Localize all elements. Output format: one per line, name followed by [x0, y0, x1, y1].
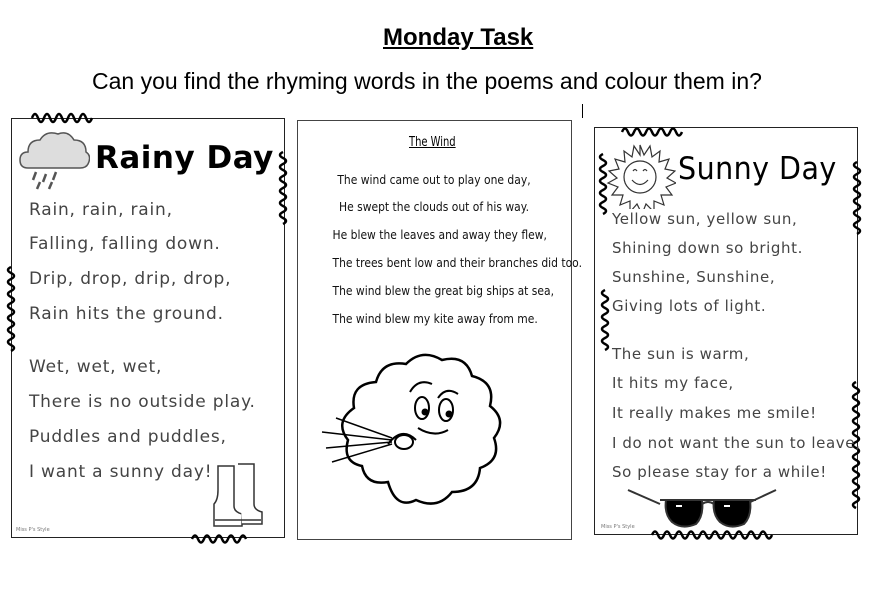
sunny-line-8: I do not want the sun to leave, [612, 434, 861, 452]
wind-poem-title: The Wind [409, 135, 456, 150]
wind-line-4: The trees bent low and their branches did too. [332, 255, 582, 270]
rainy-line-1: Rain, rain, rain, [29, 200, 173, 220]
squiggle-right-icon [276, 150, 290, 230]
squiggle-left-sunny-lower-icon [598, 288, 612, 358]
sunny-line-9: So please stay for a while! [612, 463, 827, 481]
page-title: Monday Task [383, 24, 534, 51]
rain-cloud-icon [18, 130, 90, 192]
squiggle-left-icon [4, 265, 18, 355]
wind-line-5: The wind blew the great big ships at sea, [332, 283, 555, 298]
rainy-day-heading: Rainy Day [95, 140, 274, 176]
wind-line-2: He swept the clouds out of his way. [338, 199, 530, 214]
sun-face-icon [604, 143, 676, 209]
squiggle-right-sunny-icon [850, 160, 864, 240]
sunglasses-icon [622, 484, 782, 532]
squiggle-top-right-icon [620, 124, 690, 138]
instruction-text: Can you find the rhyming words in the poems and colour them in? [92, 68, 762, 94]
rainy-line-4: Rain hits the ground. [29, 304, 224, 324]
text-cursor [582, 104, 583, 118]
rainy-line-7: Puddles and puddles, [29, 427, 227, 447]
wind-line-6: The wind blew my kite away from me. [332, 311, 538, 326]
rainy-line-6: There is no outside play. [29, 392, 256, 412]
rainy-line-5: Wet, wet, wet, [29, 357, 163, 377]
sunny-line-6: It hits my face, [612, 374, 734, 392]
sunny-line-7: It really makes me smile! [612, 404, 817, 422]
blowing-wind-cloud-icon [318, 332, 528, 522]
sunny-line-4: Giving lots of light. [612, 297, 767, 315]
rain-boots-icon [212, 460, 268, 532]
rainy-credit: Miss P's Style [16, 527, 50, 533]
squiggle-top-left-icon [30, 108, 150, 124]
rainy-line-8: I want a sunny day! [29, 462, 213, 482]
wind-line-1: The wind came out to play one day, [337, 172, 531, 187]
wind-line-3: He blew the leaves and away they flew, [332, 227, 547, 242]
sunny-day-heading: Sunny Day [678, 151, 837, 187]
sunny-credit: Miss P's Style [601, 524, 635, 530]
rainy-line-2: Falling, falling down. [29, 234, 221, 254]
sunny-line-2: Shining down so bright. [612, 239, 804, 257]
sunny-line-1: Yellow sun, yellow sun, [612, 210, 798, 228]
sunny-line-5: The sun is warm, [612, 345, 750, 363]
rainy-line-3: Drip, drop, drip, drop, [29, 269, 232, 289]
squiggle-bottom-icon [190, 532, 260, 546]
sunny-line-3: Sunshine, Sunshine, [612, 268, 776, 286]
